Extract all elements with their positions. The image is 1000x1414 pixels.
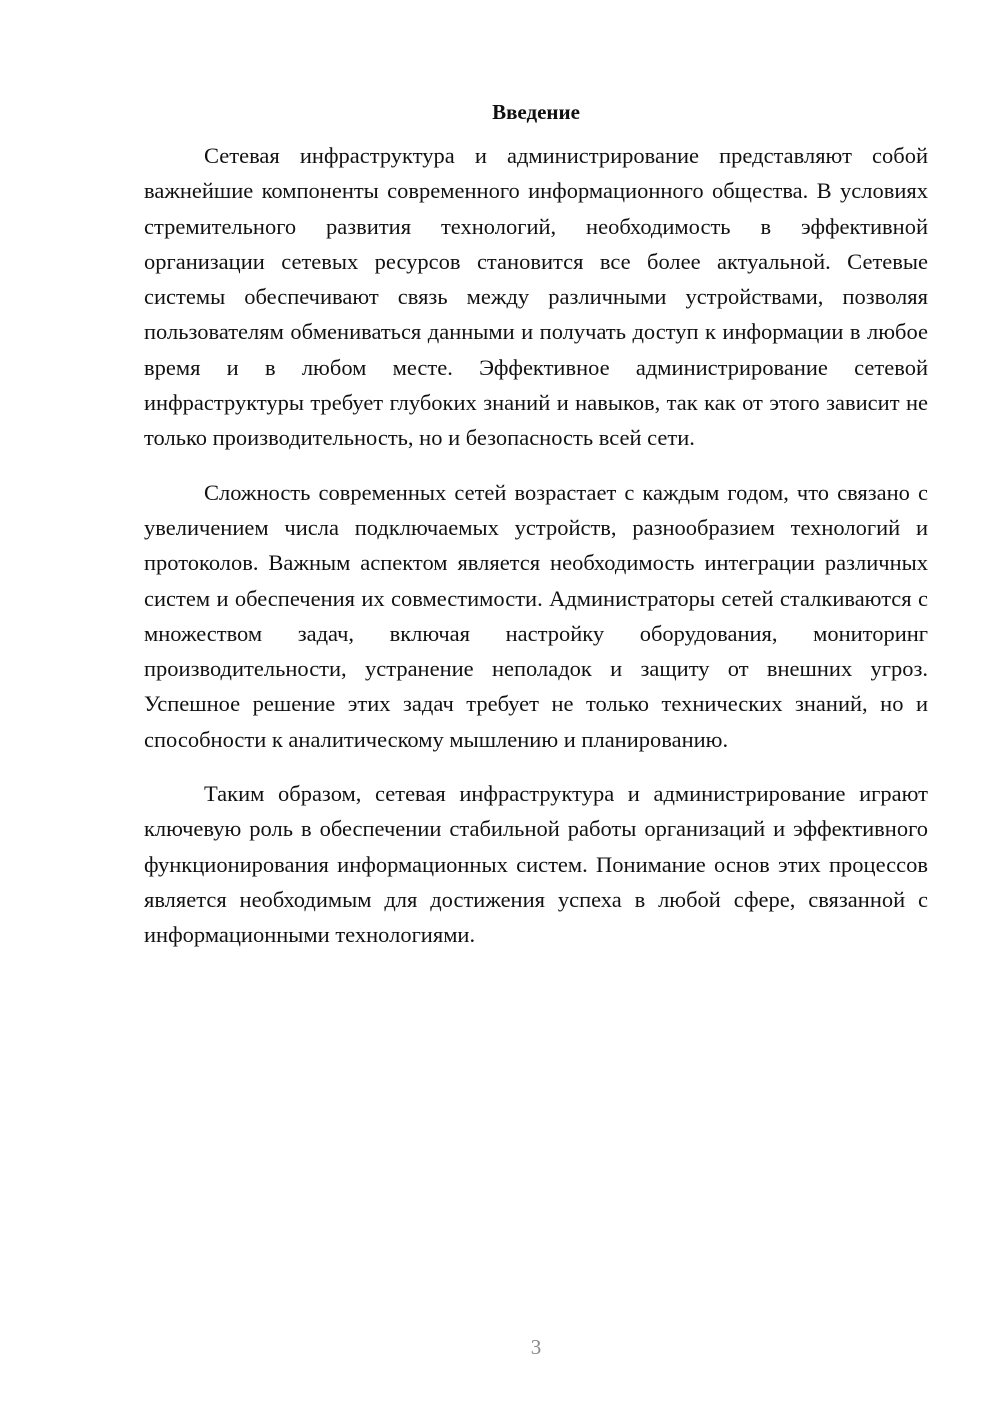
- page-content: [144, 96, 928, 953]
- paragraph-1: Сетевая инфраструктура и администрирование представляют собой важнейшие компоненты современного информационного общества. В условиях стремительного развития технологий, необходимость в эффективной организации сетевых ресурсов становится все более актуальной. Сетевые системы обеспечивают связь между различными устройствами, позволяя пользователям обмениваться данными и получать доступ к информации в любое время и в любом месте. Эффективное администрирование сетевой инфраструктуры требует глубоких знаний и навыков, так как от этого зависит не только производительность, но и безопасность всей сети.: [144, 143, 928, 451]
- page-number: 3: [530, 1335, 542, 1359]
- paragraph-3: Таким образом, сетевая инфраструктура и администрирование играют ключевую роль в обеспечении стабильной работы организаций и эффективного функционирования информационных систем. Понимание основ этих процессов является необходимым для достижения успеха в любой сфере, связанной с информационными технологиями.: [144, 781, 928, 948]
- section-title: Введение: [492, 100, 580, 124]
- paragraph-2: Сложность современных сетей возрастает с каждым годом, что связано с увеличением числа подключаемых устройств, разнообразием технологий и протоколов. Важным аспектом является необходимость интеграции различных систем и обеспечения их совместимости. Администраторы сетей сталкиваются с множеством задач, включая настройку оборудования, мониторинг производительности, устранение неполадок и защиту от внешних угроз. Успешное решение этих задач требует не только технических знаний, но и способности к аналитическому мышлению и планированию.: [144, 479, 928, 752]
